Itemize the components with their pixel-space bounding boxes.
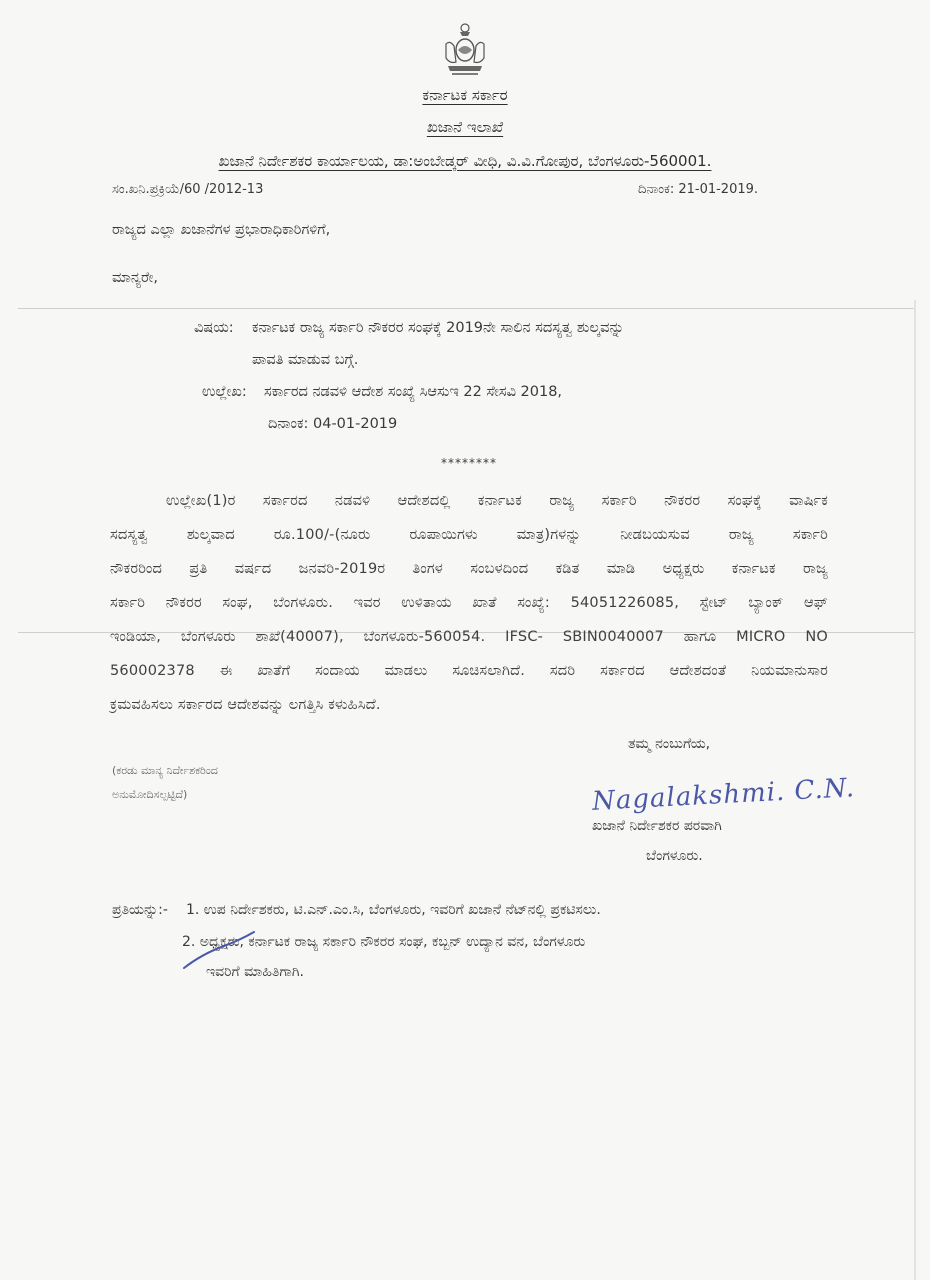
signatory-place: ಬೆಂಗಳೂರು.: [646, 848, 703, 864]
office-address: ಖಜಾನೆ ನಿರ್ದೇಶಕರ ಕಾರ್ಯಾಲಯ, ಡಾ:ಅಂಬೇಡ್ಕರ್ ವೀಧಿ, ವಿ.ವಿ.ಗೋಪುರ, ಬೆಂಗಳೂರು-560001.: [218, 152, 712, 170]
paper-fold-line: [18, 308, 914, 309]
body-line: ಸದಸ್ಯತ್ವ ಶುಲ್ಕವಾದ ರೂ.100/-(ನೂರು ರೂಪಾಯಿಗಳು ಮಾತ್ರ)ಗಳನ್ನು ನೀಡಬಯಸುವ ರಾಜ್ಯ ಸರ್ಕಾರಿ: [110, 527, 828, 543]
reference-line-2: ದಿನಾಂಕ: 04-01-2019: [268, 416, 398, 432]
government-title: ಕರ್ನಾಟಕ ಸರ್ಕಾರ: [422, 86, 508, 104]
body-line: ಉಲ್ಲೇಖ(1)ರ ಸರ್ಕಾರದ ನಡವಳಿ ಆದೇಶದಲ್ಲಿ ಕರ್ನಾಟಕ ರಾಜ್ಯ ಸರ್ಕಾರಿ ನೌಕರರ ಸಂಘಕ್ಕೆ ವಾರ್ಷಿಕ: [166, 493, 828, 509]
signatory-designation: ಖಜಾನೆ ನಿರ್ದೇಶಕರ ಪರವಾಗಿ: [592, 818, 722, 834]
approval-note-line-2: ಅನುಮೋದಿಸಲ್ಪಟ್ಟಿದೆ): [112, 788, 188, 801]
department-title: ಖಜಾನೆ ಇಲಾಖೆ: [426, 118, 504, 136]
body-paragraph: [110, 484, 828, 722]
salutation: ಮಾನ್ಯರೇ,: [112, 270, 159, 286]
closing: ತಮ್ಮ ನಂಬುಗೆಯ,: [628, 736, 711, 752]
handwritten-signature: Nagalakshmi. C.N.: [591, 773, 856, 817]
copy-item-2-line-1: 2. ಅಧ್ಯಕ್ಷರು, ಕರ್ನಾಟಕ ರಾಜ್ಯ ಸರ್ಕಾರಿ ನೌಕರರ ಸಂಘ, ಕಬ್ಬನ್ ಉದ್ಯಾನ ವನ, ಬೆಂಗಳೂರು: [182, 934, 586, 950]
copy-item-2-line-2: ಇವರಿಗೆ ಮಾಹಿತಿಗಾಗಿ.: [206, 964, 304, 980]
reference-label: ಉಲ್ಲೇಖ:: [202, 384, 247, 400]
paper-edge: [914, 300, 916, 1280]
subject-line-1: ಕರ್ನಾಟಕ ರಾಜ್ಯ ಸರ್ಕಾರಿ ನೌಕರರ ಸಂಘಕ್ಕೆ 2019ನೇ ಸಾಲಿನ ಸದಸ್ಯತ್ವ ಶುಲ್ಕವನ್ನು: [252, 320, 625, 336]
body-line: 560002378 ಈ ಖಾತೆಗೆ ಸಂದಾಯ ಮಾಡಲು ಸೂಚಿಸಲಾಗಿದೆ. ಸದರಿ ಸರ್ಕಾರದ ಆದೇಶದಂತೆ ನಿಯಮಾನುಸಾರ: [110, 663, 828, 679]
reference-number: ಸಂ.ಖನಿ.ಪ್ರಕ್ರಿಯೆ/60 /2012-13: [112, 182, 264, 197]
subject-line-2: ಪಾವತಿ ಮಾಡುವ ಬಗ್ಗೆ.: [252, 352, 359, 368]
reference-line-1: ಸರ್ಕಾರದ ನಡವಳಿ ಆದೇಶ ಸಂಖ್ಯೆ ಸಿಆಸುಇ 22 ಸೇಸವಿ 2018,: [264, 384, 563, 400]
state-emblem-icon: [440, 22, 490, 80]
body-line: ಕ್ರಮವಹಿಸಲು ಸರ್ಕಾರದ ಆದೇಶವನ್ನು ಲಗತ್ತಿಸಿ ಕಳುಹಿಸಿದೆ.: [110, 697, 381, 713]
addressee: ರಾಜ್ಯದ ಎಲ್ಲಾ ಖಜಾನೆಗಳ ಪ್ರಭಾರಾಧಿಕಾರಿಗಳಿಗೆ,: [112, 222, 331, 238]
body-line: ನೌಕರರಿಂದ ಪ್ರತಿ ವರ್ಷದ ಜನವರಿ-2019ರ ತಿಂಗಳ ಸಂಬಳದಿಂದ ಕಡಿತ ಮಾಡಿ ಅಧ್ಯಕ್ಷರು ಕರ್ನಾಟಕ ರಾಜ್ಯ: [110, 561, 828, 577]
letter-date: ದಿನಾಂಕ: 21-01-2019.: [638, 182, 759, 197]
separator: ********: [441, 456, 497, 470]
approval-note-line-1: (ಕರಡು ಮಾನ್ಯ ನಿರ್ದೇಶಕರಿಂದ: [112, 764, 218, 777]
body-line: ಸರ್ಕಾರಿ ನೌಕರರ ಸಂಘ, ಬೆಂಗಳೂರು. ಇವರ ಉಳಿತಾಯ ಖಾತೆ ಸಂಖ್ಯೆ: 54051226085, ಸ್ಟೇಟ್ ಬ್ಯಾಂಕ್ ಆಫ್: [110, 595, 828, 611]
body-line: ಇಂಡಿಯಾ, ಬೆಂಗಳೂರು ಶಾಖೆ(40007), ಬೆಂಗಳೂರು-560054. IFSC- SBIN0040007 ಹಾಗೂ MICRO NO: [110, 629, 828, 645]
subject-label: ವಿಷಯ:: [194, 320, 234, 336]
copies-label: ಪ್ರತಿಯನ್ನು:-: [112, 902, 168, 918]
copy-item-1: 1. ಉಪ ನಿರ್ದೇಶಕರು, ಟಿ.ಎನ್.ಎಂ.ಸಿ, ಬೆಂಗಳೂರು, ಇವರಿಗೆ ಖಜಾನೆ ನೆಟ್‌ನಲ್ಲಿ ಪ್ರಕಟಿಸಲು.: [186, 902, 601, 918]
handwritten-tick-icon: [180, 928, 260, 974]
